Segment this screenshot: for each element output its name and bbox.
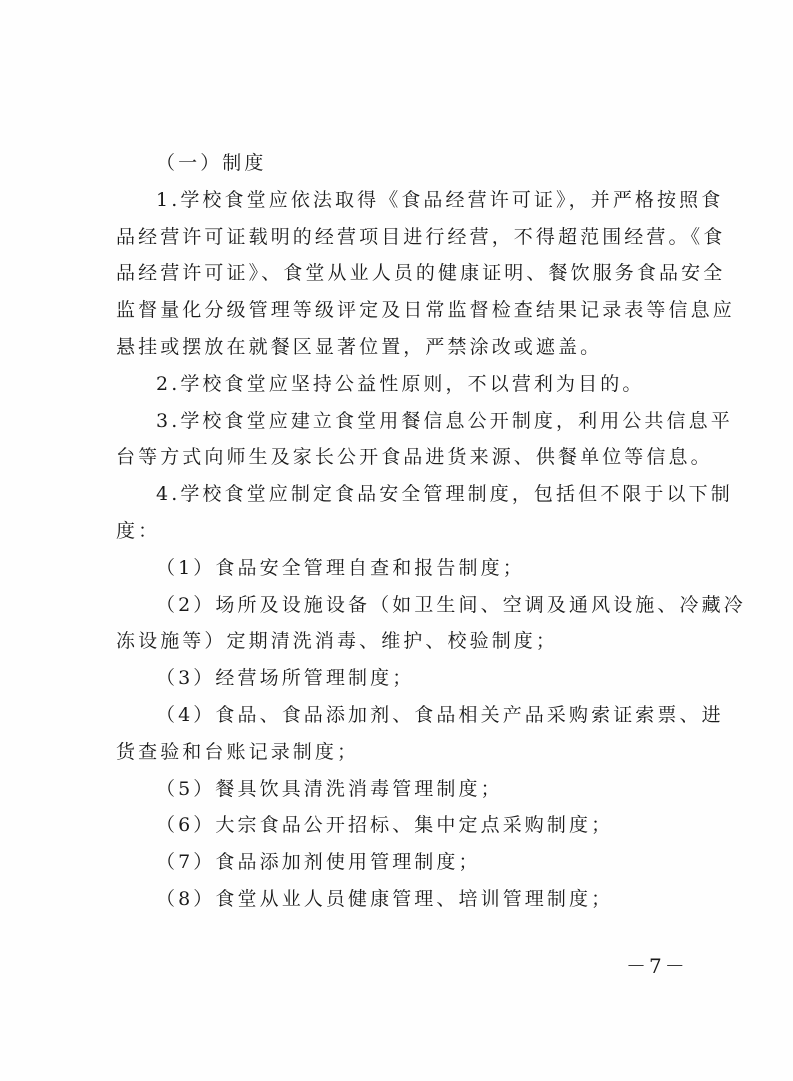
list-item-line: 货查验和台账记录制度；: [116, 740, 360, 763]
list-item-line: （2）场所及设施设备（如卫生间、空调及通风设施、冷藏冷: [156, 593, 746, 616]
list-item-6: [116, 807, 686, 844]
page-number: －7－: [626, 954, 688, 978]
list-item-3: [116, 660, 686, 697]
paragraph-line: 监督量化分级管理等级评定及日常监督检查结果记录表等信息应: [116, 299, 735, 322]
list-item-line: （1）食品安全管理自查和报告制度；: [156, 556, 525, 579]
document-body: [116, 145, 746, 918]
list-item-4: [116, 697, 724, 771]
paragraph-4: [116, 476, 733, 550]
paragraph-1: [116, 182, 735, 366]
paragraph-line: 3.学校食堂应建立食堂用餐信息公开制度，利用公共信息平: [156, 409, 733, 432]
paragraph-line: 4.学校食堂应制定食品安全管理制度，包括但不限于以下制: [156, 483, 733, 506]
list-item-line: （3）经营场所管理制度；: [156, 667, 415, 690]
list-item-2: [116, 587, 746, 661]
list-item-line: （4）食品、食品添加剂、食品相关产品采购索证索票、进: [156, 703, 724, 726]
list-item-line: 冻设施等）定期清洗消毒、维护、校验制度；: [116, 630, 559, 653]
list-item-line: （5）餐具饮具清洗消毒管理制度；: [156, 777, 503, 800]
list-item-5: [116, 771, 686, 808]
list-item-line: （8）食堂从业人员健康管理、培训管理制度；: [156, 887, 614, 910]
section-title: （一）制度: [156, 152, 267, 174]
list-item-line: （7）食品添加剂使用管理制度；: [156, 851, 481, 874]
paragraph-line: 1.学校食堂应依法取得《食品经营许可证》，并严格按照食: [156, 188, 724, 211]
list-item-8: [116, 881, 686, 918]
paragraph-line: 度：: [116, 519, 161, 542]
paragraph-2: [116, 366, 686, 403]
paragraph-line: 品经营许可证载明的经营项目进行经营，不得超范围经营。《食: [116, 225, 726, 248]
list-item-7: [116, 844, 686, 881]
list-item-1: [116, 550, 686, 587]
paragraph-line: 台等方式向师生及家长公开食品进货来源、供餐单位等信息。: [116, 446, 713, 469]
paragraph-line: 悬挂或摆放在就餐区显著位置，严禁涂改或遮盖。: [116, 335, 603, 358]
paragraph-3: [116, 403, 733, 477]
paragraph-line: 2.学校食堂应坚持公益性原则，不以营利为目的。: [156, 372, 645, 395]
list-item-line: （6）大宗食品公开招标、集中定点采购制度；: [156, 814, 614, 837]
paragraph-line: 品经营许可证》、食堂从业人员的健康证明、餐饮服务食品安全: [116, 262, 726, 285]
